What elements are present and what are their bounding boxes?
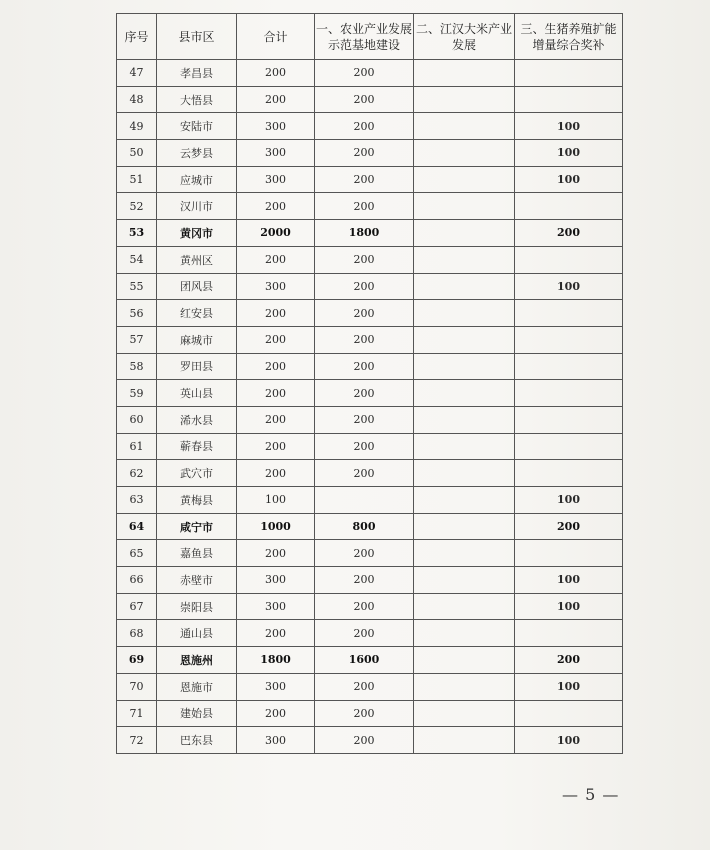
cell-rice [414,513,515,540]
cell-no: 55 [117,273,157,300]
table-row [117,86,623,113]
table-row [117,353,623,380]
cell-county: 大悟县 [157,86,237,113]
cell-agri: 200 [315,433,414,460]
cell-pig: 100 [515,593,623,620]
cell-county: 武穴市 [157,460,237,487]
cell-agri: 200 [315,140,414,167]
table-row [117,673,623,700]
cell-pig: 200 [515,220,623,247]
header-agri: 一、农业产业发展示范基地建设 [315,14,414,60]
cell-rice [414,193,515,220]
cell-rice [414,567,515,594]
table-row [117,326,623,353]
header-rice: 二、江汉大米产业发展 [414,14,515,60]
cell-no: 61 [117,433,157,460]
cell-total: 200 [237,620,315,647]
cell-no: 49 [117,113,157,140]
cell-rice [414,433,515,460]
cell-no: 56 [117,300,157,327]
table-row [117,140,623,167]
cell-agri: 1800 [315,220,414,247]
header-total: 合计 [237,14,315,60]
cell-total: 200 [237,246,315,273]
cell-pig [515,540,623,567]
cell-total: 300 [237,113,315,140]
cell-rice [414,380,515,407]
cell-county: 巴东县 [157,727,237,754]
cell-agri: 200 [315,193,414,220]
cell-no: 47 [117,60,157,87]
cell-pig [515,193,623,220]
cell-pig: 100 [515,727,623,754]
cell-agri: 200 [315,593,414,620]
cell-county: 罗田县 [157,353,237,380]
cell-no: 70 [117,673,157,700]
cell-agri: 200 [315,567,414,594]
cell-pig [515,620,623,647]
cell-pig: 200 [515,647,623,674]
cell-county: 黄梅县 [157,487,237,514]
cell-county: 咸宁市 [157,513,237,540]
cell-pig: 200 [515,513,623,540]
cell-total: 200 [237,406,315,433]
cell-agri: 200 [315,540,414,567]
table-row [117,300,623,327]
cell-total: 200 [237,193,315,220]
cell-rice [414,593,515,620]
cell-pig: 100 [515,673,623,700]
table-row [117,700,623,727]
cell-county: 浠水县 [157,406,237,433]
cell-rice [414,60,515,87]
cell-rice [414,246,515,273]
cell-county: 崇阳县 [157,593,237,620]
table-row [117,166,623,193]
cell-no: 66 [117,567,157,594]
cell-total: 300 [237,727,315,754]
cell-county: 通山县 [157,620,237,647]
cell-agri: 200 [315,113,414,140]
cell-no: 58 [117,353,157,380]
cell-agri: 800 [315,513,414,540]
table-row [117,593,623,620]
cell-no: 53 [117,220,157,247]
cell-county: 红安县 [157,300,237,327]
cell-rice [414,406,515,433]
table-row [117,273,623,300]
cell-rice [414,166,515,193]
table-row [117,406,623,433]
cell-rice [414,700,515,727]
table-row [117,620,623,647]
cell-county: 蕲春县 [157,433,237,460]
cell-no: 48 [117,86,157,113]
cell-agri: 200 [315,727,414,754]
cell-total: 200 [237,353,315,380]
table-row-subtotal [117,220,623,247]
table-row [117,60,623,87]
cell-total: 300 [237,273,315,300]
cell-agri: 200 [315,460,414,487]
cell-total: 1800 [237,647,315,674]
cell-no: 50 [117,140,157,167]
table-row [117,487,623,514]
cell-pig [515,406,623,433]
cell-no: 67 [117,593,157,620]
cell-pig [515,326,623,353]
cell-county: 恩施州 [157,647,237,674]
header-no: 序号 [117,14,157,60]
cell-no: 57 [117,326,157,353]
cell-pig: 100 [515,487,623,514]
cell-rice [414,647,515,674]
cell-total: 300 [237,673,315,700]
table-row-subtotal [117,647,623,674]
cell-total: 200 [237,433,315,460]
cell-county: 孝昌县 [157,60,237,87]
cell-pig [515,60,623,87]
table-row [117,567,623,594]
cell-agri: 200 [315,380,414,407]
cell-agri: 200 [315,673,414,700]
cell-no: 54 [117,246,157,273]
table-body [117,60,623,754]
cell-agri: 200 [315,700,414,727]
cell-rice [414,460,515,487]
cell-no: 64 [117,513,157,540]
cell-county: 黄州区 [157,246,237,273]
cell-county: 团风县 [157,273,237,300]
table-row [117,460,623,487]
cell-rice [414,540,515,567]
table-row [117,380,623,407]
cell-county: 恩施市 [157,673,237,700]
cell-rice [414,620,515,647]
cell-rice [414,326,515,353]
cell-county: 应城市 [157,166,237,193]
cell-total: 200 [237,380,315,407]
allocation-table [116,13,623,754]
cell-no: 62 [117,460,157,487]
cell-total: 300 [237,166,315,193]
cell-county: 赤壁市 [157,567,237,594]
cell-no: 63 [117,487,157,514]
cell-agri: 200 [315,60,414,87]
cell-total: 1000 [237,513,315,540]
cell-pig: 100 [515,113,623,140]
cell-pig [515,700,623,727]
cell-total: 200 [237,700,315,727]
cell-no: 65 [117,540,157,567]
cell-rice [414,273,515,300]
cell-agri: 200 [315,300,414,327]
cell-rice [414,220,515,247]
cell-pig [515,353,623,380]
cell-pig [515,86,623,113]
cell-total: 200 [237,460,315,487]
cell-no: 69 [117,647,157,674]
table-row [117,540,623,567]
cell-pig [515,380,623,407]
page-number: — 5 — [562,785,620,804]
cell-no: 51 [117,166,157,193]
table-header-row [117,14,623,60]
table-row [117,193,623,220]
cell-rice [414,86,515,113]
cell-no: 72 [117,727,157,754]
cell-rice [414,727,515,754]
table-row-subtotal [117,513,623,540]
header-county: 县市区 [157,14,237,60]
cell-total: 2000 [237,220,315,247]
cell-pig: 100 [515,273,623,300]
cell-agri: 200 [315,406,414,433]
cell-pig [515,246,623,273]
cell-rice [414,300,515,327]
cell-rice [414,113,515,140]
cell-rice [414,353,515,380]
cell-rice [414,673,515,700]
cell-total: 300 [237,567,315,594]
cell-total: 200 [237,300,315,327]
cell-pig: 100 [515,166,623,193]
cell-pig: 100 [515,567,623,594]
cell-agri [315,487,414,514]
cell-agri: 200 [315,326,414,353]
cell-total: 200 [237,60,315,87]
cell-pig: 100 [515,140,623,167]
cell-agri: 200 [315,166,414,193]
cell-no: 71 [117,700,157,727]
cell-county: 麻城市 [157,326,237,353]
cell-agri: 200 [315,86,414,113]
cell-no: 52 [117,193,157,220]
cell-no: 59 [117,380,157,407]
cell-agri: 200 [315,353,414,380]
cell-total: 300 [237,140,315,167]
header-pig: 三、生猪养殖扩能增量综合奖补 [515,14,623,60]
cell-total: 200 [237,326,315,353]
cell-county: 黄冈市 [157,220,237,247]
cell-total: 100 [237,487,315,514]
cell-agri: 200 [315,246,414,273]
cell-no: 68 [117,620,157,647]
table-row [117,727,623,754]
cell-agri: 1600 [315,647,414,674]
cell-total: 200 [237,86,315,113]
cell-county: 云梦县 [157,140,237,167]
cell-agri: 200 [315,620,414,647]
cell-pig [515,300,623,327]
cell-rice [414,487,515,514]
cell-county: 汉川市 [157,193,237,220]
table-row [117,433,623,460]
cell-agri: 200 [315,273,414,300]
table-row [117,113,623,140]
cell-no: 60 [117,406,157,433]
cell-total: 200 [237,540,315,567]
cell-pig [515,460,623,487]
cell-pig [515,433,623,460]
cell-total: 300 [237,593,315,620]
cell-county: 安陆市 [157,113,237,140]
cell-county: 嘉鱼县 [157,540,237,567]
table-row [117,246,623,273]
cell-rice [414,140,515,167]
cell-county: 英山县 [157,380,237,407]
cell-county: 建始县 [157,700,237,727]
